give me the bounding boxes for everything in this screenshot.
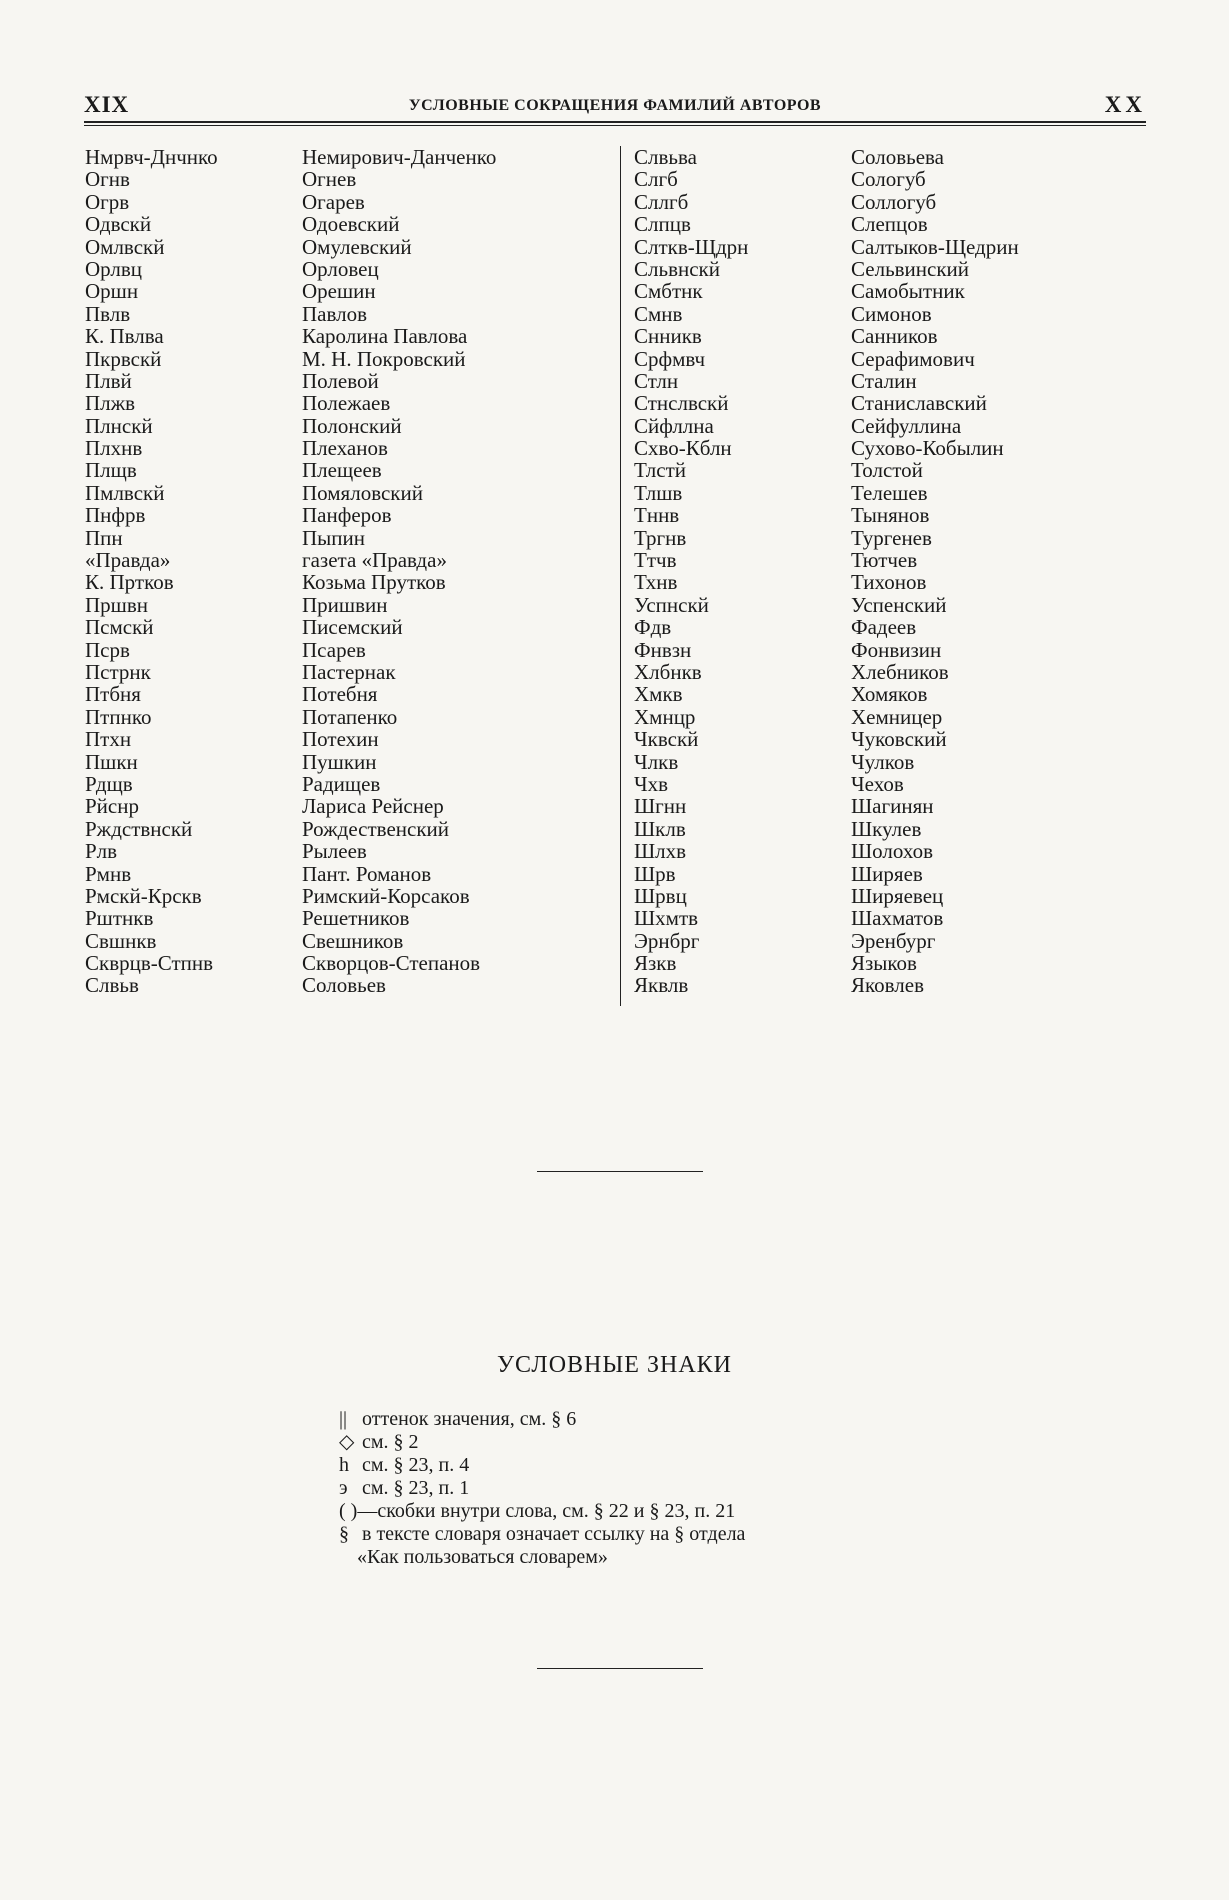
list-item: Язкв	[634, 951, 677, 976]
list-item: Сйфллна	[634, 413, 714, 438]
list-item: Шхмтв	[634, 906, 699, 931]
list-item: Рождественский	[302, 816, 450, 841]
list-item: Шагинян	[851, 794, 934, 819]
sign-item	[339, 1546, 745, 1569]
list-item: Пстрнк	[85, 659, 151, 684]
list-item: Сухово-Кобылин	[851, 436, 1004, 461]
list-item: «Правда»	[85, 548, 171, 573]
list-item: Шолохов	[851, 839, 933, 864]
list-item: Ттчв	[634, 548, 677, 573]
list-item: Огрв	[85, 189, 130, 214]
list-item: Пант. Романов	[302, 861, 432, 886]
list-item: Шлхв	[634, 839, 687, 864]
sign-item	[339, 1523, 745, 1546]
header-rule	[84, 121, 1146, 126]
list-item: Орловец	[302, 256, 379, 281]
list-item: Пушкин	[302, 749, 377, 774]
list-item: Рйснр	[85, 794, 139, 819]
list-item: Огнв	[85, 167, 130, 192]
list-item: Пвлв	[85, 301, 131, 326]
list-item: Рдщв	[85, 771, 133, 796]
list-item: Фонвизин	[851, 637, 942, 662]
list-item: Рштнкв	[85, 906, 154, 931]
list-item: Плжв	[85, 391, 136, 416]
list-item: Писемский	[302, 615, 403, 640]
list-item: Плеханов	[302, 436, 388, 461]
list-item: Орешин	[302, 279, 376, 304]
list-item: Потапенко	[302, 704, 398, 729]
list-item: Срфмвч	[634, 346, 706, 371]
list-item: Чуковский	[851, 727, 947, 752]
list-item: Псарев	[302, 637, 366, 662]
list-item: Свшнкв	[85, 928, 157, 953]
list-item: Яковлев	[851, 973, 924, 998]
list-item: Слвьва	[634, 145, 697, 169]
list-item: Члкв	[634, 749, 679, 774]
sign-symbol: ||	[339, 1408, 348, 1430]
list-item: Шрвц	[634, 883, 687, 908]
list-item: Шгнн	[634, 794, 687, 819]
list-item: Рмнв	[85, 861, 132, 886]
list-item: Плщв	[85, 458, 137, 483]
list-item: Сологуб	[851, 167, 926, 192]
sign-symbol: ( )	[339, 1500, 358, 1522]
page-header	[84, 92, 1146, 120]
list-item: Ширяев	[851, 861, 923, 886]
list-item: Плнскй	[85, 413, 153, 438]
list-item: Фдв	[634, 615, 672, 640]
list-item: Ппн	[85, 525, 123, 550]
list-item: Хмкв	[634, 682, 683, 707]
signs-list	[339, 1408, 745, 1569]
list-item: Эренбург	[851, 928, 936, 953]
sign-item	[339, 1431, 745, 1454]
list-item: Соллогуб	[851, 189, 937, 214]
list-item: Хемницер	[851, 704, 943, 729]
list-item: Смнв	[634, 301, 683, 326]
list-item: Пнфрв	[85, 503, 146, 528]
list-item: Псрв	[85, 637, 130, 662]
list-item: Пыпин	[302, 525, 365, 550]
list-item: Смбтнк	[634, 279, 703, 304]
list-item: Козьма Прутков	[302, 570, 446, 595]
list-item: газета «Правда»	[302, 548, 447, 573]
list-item: Одоевский	[302, 212, 400, 237]
list-item: Сльвнскй	[634, 256, 720, 281]
sign-item	[339, 1500, 745, 1523]
list-item: Скворцов-Степанов	[302, 951, 481, 976]
sign-description: см. § 23, п. 1	[357, 1477, 470, 1499]
list-item: Плещеев	[302, 458, 382, 483]
list-item: Соловьева	[851, 145, 944, 169]
list-item: Огнев	[302, 167, 357, 192]
list-item: Эрнбрг	[634, 928, 700, 953]
list-item: Рмскй-Крскв	[85, 883, 202, 908]
list-item: Санников	[851, 324, 938, 349]
list-item: Помяловский	[302, 480, 423, 505]
list-item: Радищев	[302, 771, 381, 796]
list-item: Рлв	[85, 839, 118, 864]
list-item: Толстой	[851, 458, 923, 483]
abbreviations-column-1	[85, 146, 218, 997]
list-item: Симонов	[851, 301, 932, 326]
list-item: Пмлвскй	[85, 480, 165, 505]
sign-item	[339, 1454, 745, 1477]
sign-description: см. § 2	[357, 1431, 419, 1453]
list-item: Снникв	[634, 324, 702, 349]
list-item: Панферов	[302, 503, 392, 528]
list-item: Огарев	[302, 189, 365, 214]
list-item: Самобытник	[851, 279, 965, 304]
sign-item	[339, 1477, 745, 1500]
list-item: Каролина Павлова	[302, 324, 468, 349]
list-item: Слпцв	[634, 212, 691, 237]
list-item: Омлвскй	[85, 234, 165, 259]
list-item: Слткв-Щдрн	[634, 234, 749, 259]
list-item: Тютчев	[851, 548, 918, 573]
list-item: Схво-Кблн	[634, 436, 732, 461]
list-item: Чехов	[851, 771, 904, 796]
list-item: К. Пвлва	[85, 324, 164, 349]
list-item: Салтыков-Щедрин	[851, 234, 1019, 259]
list-item: Шрв	[634, 861, 676, 886]
list-item: Фнвзн	[634, 637, 692, 662]
list-item: Ширяевец	[851, 883, 944, 908]
bottom-separator	[537, 1668, 703, 1669]
list-item: Павлов	[302, 301, 368, 326]
list-item: Тннв	[634, 503, 680, 528]
list-item: Скврцв-Стпнв	[85, 951, 214, 976]
list-item: Хмнцр	[634, 704, 696, 729]
list-item: Лариса Рейснер	[302, 794, 444, 819]
list-item: Омулевский	[302, 234, 412, 259]
list-item: Решетников	[302, 906, 410, 931]
names-column-2	[851, 146, 1019, 997]
sign-symbol: §	[339, 1523, 349, 1545]
section-separator	[537, 1171, 703, 1172]
list-item: Нмрвч-Днчнко	[85, 145, 218, 169]
list-item: Чквскй	[634, 727, 699, 752]
signs-section-title: УСЛОВНЫЕ ЗНАКИ	[497, 1352, 732, 1378]
sign-description: в тексте словаря означает ссылку на § отдела	[357, 1523, 746, 1545]
list-item: Стнслвскй	[634, 391, 729, 416]
list-item: Плхнв	[85, 436, 143, 461]
list-item: Стлн	[634, 368, 679, 393]
list-item: Свешников	[302, 928, 404, 953]
list-item: Яквлв	[634, 973, 689, 998]
list-item: Пастернак	[302, 659, 396, 684]
list-item: Псмскй	[85, 615, 154, 640]
list-item: Потехин	[302, 727, 379, 752]
page-number-left: XIX	[84, 92, 130, 117]
list-item: Немирович-Данченко	[302, 145, 497, 169]
page-number-right: XX	[1104, 92, 1146, 117]
list-item: Слгб	[634, 167, 678, 192]
list-item: Пришвин	[302, 592, 388, 617]
list-item: Пкрвскй	[85, 346, 162, 371]
list-item: Плвй	[85, 368, 132, 393]
list-item: Тхнв	[634, 570, 678, 595]
list-item: Рылеев	[302, 839, 367, 864]
list-item: К. Пртков	[85, 570, 174, 595]
list-item: Потебня	[302, 682, 378, 707]
list-item: Пшкн	[85, 749, 138, 774]
list-item: Тургенев	[851, 525, 932, 550]
list-item: Чулков	[851, 749, 915, 774]
list-item: Хлбнкв	[634, 659, 702, 684]
list-item: Телешев	[851, 480, 928, 505]
list-item: Сталин	[851, 368, 917, 393]
list-item: Птхн	[85, 727, 132, 752]
list-item: Сейфуллина	[851, 413, 962, 438]
list-item: Тлшв	[634, 480, 683, 505]
list-item: Римский-Корсаков	[302, 883, 470, 908]
list-item: Тихонов	[851, 570, 927, 595]
sign-item	[339, 1408, 745, 1431]
list-item: Успнскй	[634, 592, 709, 617]
sign-symbol: ◇	[339, 1431, 355, 1453]
list-item: Рждствнскй	[85, 816, 193, 841]
abbreviations-column-2	[634, 146, 748, 997]
list-item: Успенский	[851, 592, 947, 617]
sign-symbol: э	[339, 1477, 348, 1499]
list-item: Полонский	[302, 413, 402, 438]
list-item: Пршвн	[85, 592, 148, 617]
list-item: Фадеев	[851, 615, 917, 640]
list-item: Хомяков	[851, 682, 928, 707]
list-item: Полевой	[302, 368, 379, 393]
list-item: Серафимович	[851, 346, 975, 371]
names-column-1	[302, 146, 496, 997]
list-item: Слвьв	[85, 973, 139, 998]
list-item: Птпнко	[85, 704, 152, 729]
list-item: Cллгб	[634, 189, 689, 214]
list-item: Чхв	[634, 771, 669, 796]
list-item: Слепцов	[851, 212, 928, 237]
sign-description: —скобки внутри слова, см. § 22 и § 23, п. 21	[357, 1500, 736, 1522]
list-item: Тргнв	[634, 525, 687, 550]
list-item: Языков	[851, 951, 917, 976]
header-title: УСЛОВНЫЕ СОКРАЩЕНИЯ ФАМИЛИЙ АВТОРОВ	[408, 97, 822, 114]
list-item: Полежаев	[302, 391, 391, 416]
sign-symbol: h	[339, 1454, 349, 1476]
list-item: М. Н. Покровский	[302, 346, 466, 371]
list-item: Орлвц	[85, 256, 143, 281]
list-item: Шклв	[634, 816, 686, 841]
list-item: Сельвинский	[851, 256, 970, 281]
list-item: Станиславский	[851, 391, 987, 416]
list-item: Оршн	[85, 279, 139, 304]
sign-description: см. § 23, п. 4	[357, 1454, 470, 1476]
sign-description: оттенок значения, см. § 6	[357, 1408, 577, 1430]
list-item: Птбня	[85, 682, 141, 707]
list-item: Тлстй	[634, 458, 686, 483]
list-item: Шахматов	[851, 906, 944, 931]
list-item: Тынянов	[851, 503, 930, 528]
list-item: Шкулев	[851, 816, 922, 841]
list-item: Хлебников	[851, 659, 949, 684]
column-divider	[620, 146, 621, 1006]
sign-description: «Как пользоваться словарем»	[357, 1546, 608, 1568]
list-item: Соловьев	[302, 973, 386, 998]
list-item: Одвскй	[85, 212, 152, 237]
